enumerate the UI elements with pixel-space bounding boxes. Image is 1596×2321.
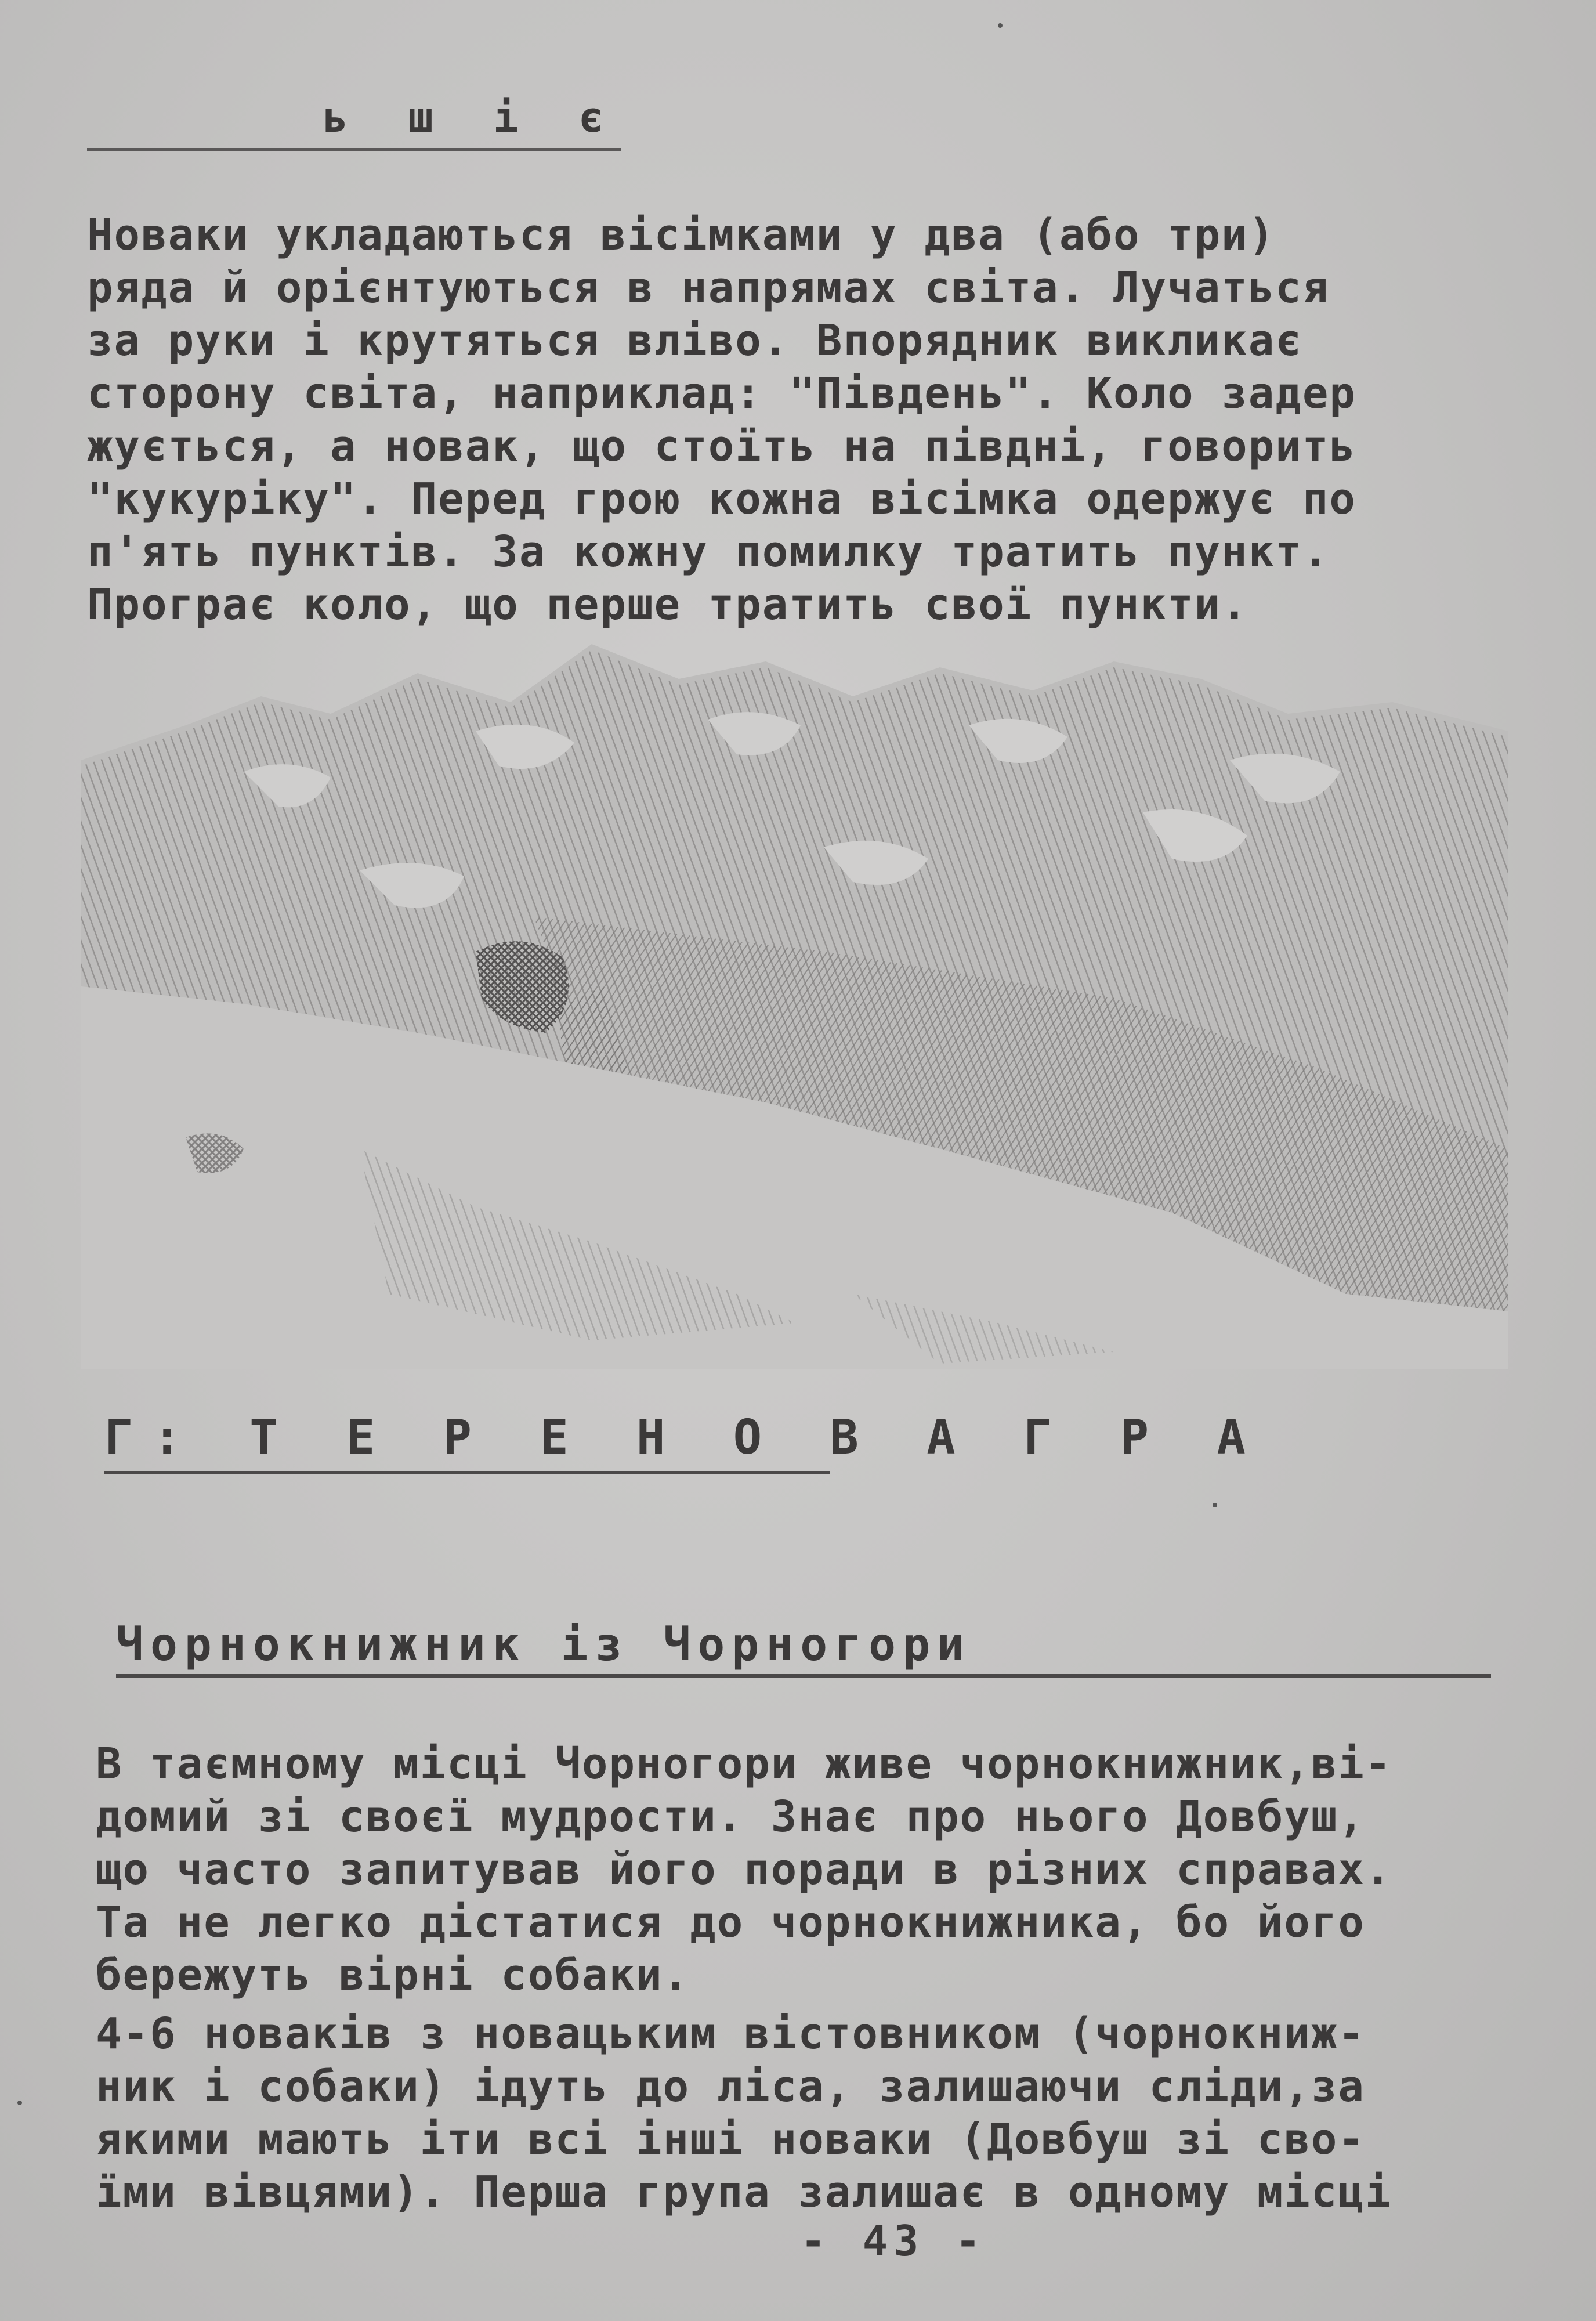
paragraph-story [96,1738,1505,2002]
section-title: Г: Т Е Р Е Н О В А Г Р А [104,1410,1265,1465]
text-line: якими мають іти всі інші новаки (Довбуш зі сво- [96,2114,1365,2164]
subtitle-underline [116,1674,1491,1678]
text-line: п'ять пунктів. За кожну помилку тратить пункт. [87,527,1330,577]
text-line: В таємному місці Чорногори живе чорнокнижник,ві- [96,1739,1392,1789]
paper-speck [17,2101,22,2105]
paper-speck [998,23,1003,28]
text-line: сторону світа, наприклад: "Південь". Коло задер [87,368,1356,418]
text-line: Новаки укладаються вісімками у два (або три) [87,210,1276,260]
header-underline [87,148,621,151]
text-line: їми вівцями). Перша група залишає в одному місці [96,2167,1392,2217]
text-line: 4-6 новаків з новацьким вістовником (чорнокниж- [96,2009,1365,2059]
text-line: жується, а новак, що стоїть на півдні, говорить [87,421,1356,471]
paragraph-game-setup [96,2008,1505,2219]
text-line: ряда й орієнтуються в напрямах світа. Лучаться [87,263,1330,313]
header-title: ь ш і є [323,93,621,142]
text-line: "кукуріку". Перед грою кожна вісімка одержує по [87,474,1356,524]
paragraph-game-rules [87,209,1479,631]
section-title-underline [104,1471,830,1474]
text-line: за руки і крутяться вліво. Впорядник викликає [87,316,1302,366]
page-number: - 43 - [801,2217,987,2265]
text-line: що часто запитував його поради в різних справах. [96,1845,1392,1895]
text-line: ник і собаки) ідуть до ліса, залишаючи сліди,за [96,2062,1365,2112]
paper-speck [1213,1503,1217,1507]
text-line: бережуть вірні собаки. [96,1950,690,2000]
text-line: домий зі своєї мудрости. Знає про нього Довбуш, [96,1792,1365,1842]
text-line: Та не легко дістатися до чорнокнижника, бо його [96,1897,1365,1947]
text-line: Програє коло, що перше тратить свої пункти. [87,580,1248,630]
game-subtitle: Чорнокнижник із Чорногори [116,1619,971,1671]
mountain-landscape-illustration [70,627,1520,1398]
